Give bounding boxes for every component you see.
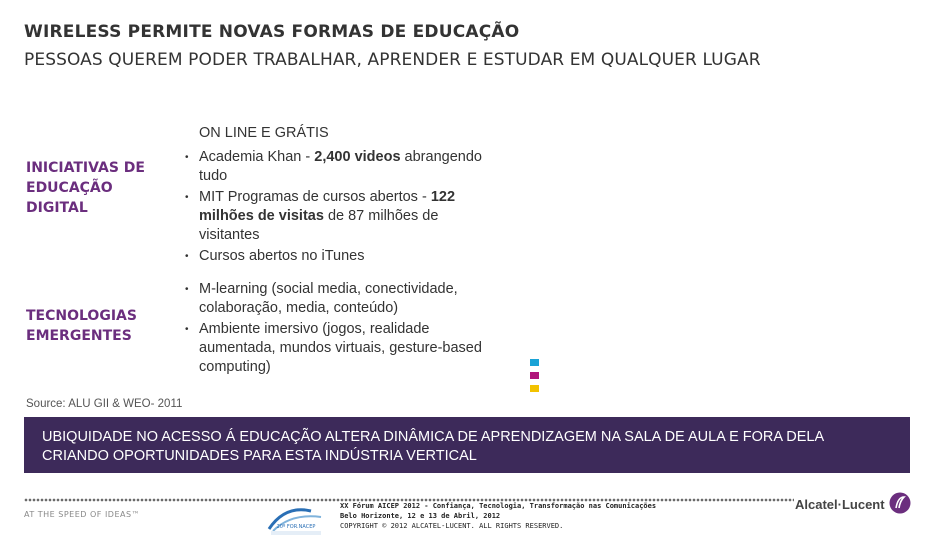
bullet-icon: • xyxy=(185,284,189,295)
copyright-text: COPYRIGHT © 2012 ALCATEL-LUCENT. ALL RIGHTS RESERVED. xyxy=(340,522,564,530)
slide-subtitle: PESSOAS QUEREM PODER TRABALHAR, APRENDER E ESTUDAR EM QUALQUER LUGAR xyxy=(24,50,761,70)
bullet-icon: • xyxy=(185,251,189,262)
section-heading-online: ON LINE E GRÁTIS xyxy=(199,125,329,141)
emerging-tech-list xyxy=(185,280,495,377)
digital-initiatives-list xyxy=(185,148,495,266)
list-item: • Ambiente imersivo (jogos, realidade aumentada, mundos virtuais, gesture-based computing) xyxy=(185,321,482,375)
conclusion-banner-text: UBIQUIDADE NO ACESSO Á EDUCAÇÃO ALTERA DINÂMICA DE APRENDIZAGEM NA SALA DE AULA E FORA DELA CRIANDO OPORTUNIDADES PARA ESTA INDÚSTRIA VERTICAL xyxy=(42,429,824,464)
list-item: • MIT Programas de cursos abertos - 122 milhões de visitas de 87 milhões de visitantes xyxy=(185,189,456,243)
list-item: • Cursos abertos no iTunes xyxy=(185,248,365,264)
footer-event-info xyxy=(340,501,656,531)
section-label-emerging: TECNOLOGIAS EMERGENTES xyxy=(26,308,137,344)
bullet-icon: • xyxy=(185,192,189,203)
brand-name: Alcatel·Lucent xyxy=(795,497,885,512)
bullet-icon: • xyxy=(185,324,189,335)
separator-square-magenta xyxy=(530,372,539,379)
separator-square-yellow xyxy=(530,385,539,392)
event-name: XX Fórum AICEP 2012 - Confiança, Tecnologia, Transformação nas Comunicações xyxy=(340,502,657,510)
alcatel-lucent-logo-icon xyxy=(889,492,911,514)
separator-square-cyan xyxy=(530,359,539,366)
event-location-date: Belo Horizonte, 12 e 13 de Abril, 2012 xyxy=(340,512,501,520)
section-label-digital: INICIATIVAS DE EDUCAÇÃO DIGITAL xyxy=(26,160,145,216)
slide-title: WIRELESS PERMITE NOVAS FORMAS DE EDUCAÇÃO xyxy=(24,22,520,42)
bullet-icon: • xyxy=(185,152,189,163)
list-item: • M-learning (social media, conectividade, colaboração, media, conteúdo) xyxy=(185,281,458,316)
event-logo xyxy=(265,503,327,537)
source-note: Source: ALU GII & WEO- 2011 xyxy=(26,398,183,410)
footer-tagline: AT THE SPEED OF IDEAS™ xyxy=(24,510,141,519)
list-item: • Academia Khan - 2,400 videos abrangendo tudo xyxy=(185,149,482,184)
event-logo-caption: 20º FOR.NACEP xyxy=(276,524,316,530)
